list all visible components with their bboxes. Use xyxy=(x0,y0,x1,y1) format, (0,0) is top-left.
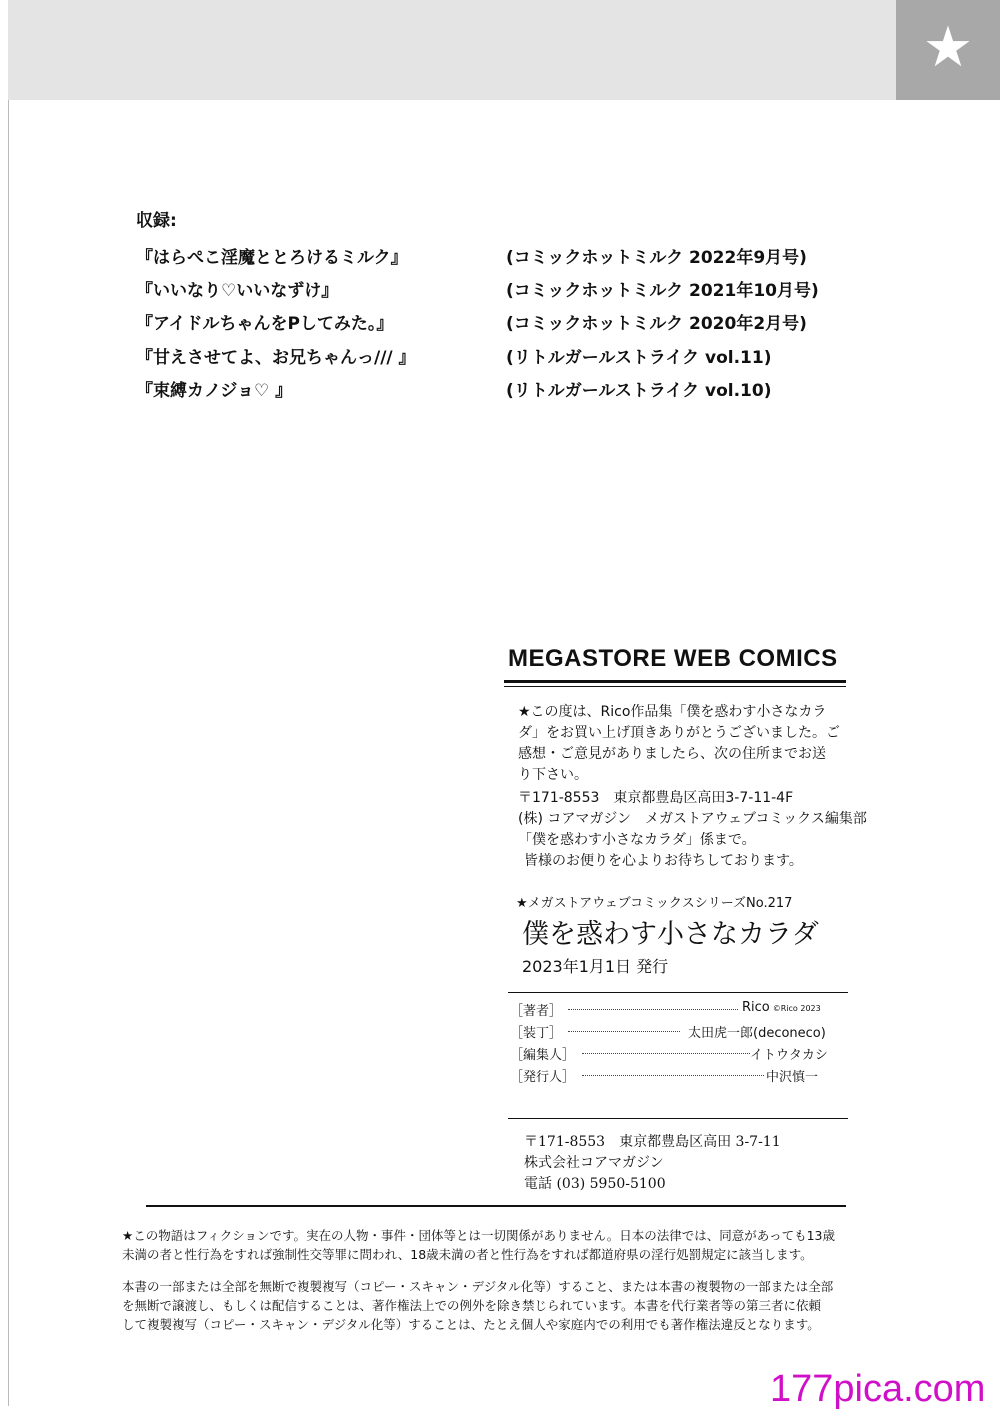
reader-message xyxy=(518,702,840,786)
book-title: 僕を惑わす小さなカラダ xyxy=(522,919,819,950)
credit-name: イトウタカシ xyxy=(750,1048,828,1063)
address-line: 「僕を惑わす小さなカラダ」係まで。 xyxy=(518,832,756,848)
header-band xyxy=(8,0,896,100)
watermark: 177pica.com xyxy=(770,1368,986,1410)
credit-row xyxy=(510,1022,830,1042)
credit-name xyxy=(742,1000,821,1015)
work-source: (コミックホットミルク 2020年2月号) xyxy=(506,314,807,334)
work-source: (コミックホットミルク 2022年9月号) xyxy=(506,248,807,268)
thanks-text: 皆様のお便りを心よりお待ちしております。 xyxy=(524,853,803,869)
credit-name-text: Rico xyxy=(742,1000,770,1015)
series-label: ★メガストアウェブコミックスシリーズNo.217 xyxy=(516,896,793,911)
address-line: 〒171-8553 東京都豊島区高田3-7-11-4F xyxy=(518,790,794,806)
divider xyxy=(508,992,848,993)
contents-heading: 収録: xyxy=(136,211,177,231)
message-line: り下さい。 xyxy=(518,767,588,783)
address-line: (株) コアマガジン メガストアウェブコミックス編集部 xyxy=(518,811,867,827)
publisher-line: 株式会社コアマガジン xyxy=(524,1155,664,1171)
copyright-notice xyxy=(122,1277,833,1334)
credit-name: 太田虎一郎(deconeco) xyxy=(688,1026,826,1041)
work-title: 『はらぺこ淫魔ととろけるミルク』 xyxy=(136,248,408,268)
credit-row xyxy=(510,1044,830,1064)
work-source: (コミックホットミルク 2021年10月号) xyxy=(506,281,819,301)
credit-row xyxy=(510,1000,830,1020)
publisher-line: 電話 (03) 5950-5100 xyxy=(524,1176,666,1192)
work-title: 『アイドルちゃんをPしてみた。』 xyxy=(136,314,394,334)
notice-line: を無断で譲渡し、もしくは配信することは、著作権法上での例外を除き禁じられています。本書を代行業者等の第三者に依頼 xyxy=(122,1298,822,1313)
divider xyxy=(508,1118,848,1119)
fiction-notice xyxy=(122,1226,835,1264)
notice-line: 本書の一部または全部を無断で複製複写（コピー・スキャン・デジタル化等）すること、または本書の複製物の一部または全部 xyxy=(122,1279,834,1294)
leader-dots xyxy=(568,1009,738,1010)
work-source: (リトルガールストライク vol.11) xyxy=(506,348,772,368)
publisher-address xyxy=(524,1132,781,1195)
divider xyxy=(146,1205,846,1207)
credit-role: ［著者］ xyxy=(510,1004,563,1019)
credit-name: 中沢慎一 xyxy=(766,1070,819,1085)
brand-rule xyxy=(504,686,846,687)
credit-row xyxy=(510,1066,830,1086)
work-title: 『いいなり♡いいなずけ』 xyxy=(136,281,339,301)
work-title: 『束縛カノジョ♡ 』 xyxy=(136,381,293,401)
notice-line: ★この物語はフィクションです。実在の人物・事件・団体等とは一切関係がありません。日本の法律では、同意があっても13歳 xyxy=(122,1228,835,1243)
leader-dots xyxy=(582,1053,750,1054)
leader-dots xyxy=(568,1031,680,1032)
work-title: 『甘えさせてよ、お兄ちゃんっ/// 』 xyxy=(136,348,416,368)
credit-role: ［発行人］ xyxy=(510,1070,576,1085)
page-edge-line xyxy=(8,100,9,1406)
header-star-box xyxy=(896,0,1000,100)
notice-line: して複製複写（コピー・スキャン・デジタル化等）することは、たとえ個人や家庭内での利用でも著作権法違反となります。 xyxy=(122,1317,820,1332)
credit-role: ［編集人］ xyxy=(510,1048,576,1063)
notice-line: 未満の者と性行為をすれば強制性交等罪に問われ、18歳未満の者と性行為をすれば都道府県の淫行処罰規定に該当します。 xyxy=(122,1247,813,1262)
star-icon: ★ xyxy=(922,15,974,80)
leader-dots xyxy=(582,1075,764,1076)
message-line: 感想・ご意見がありましたら、次の住所までお送 xyxy=(518,746,826,762)
publisher-line: 〒171-8553 東京都豊島区高田 3-7-11 xyxy=(524,1134,781,1150)
credit-role: ［装丁］ xyxy=(510,1026,563,1041)
brand-logo: MEGASTORE WEB COMICS xyxy=(508,645,838,672)
publication-date: 2023年1月1日 発行 xyxy=(522,957,669,976)
letter-address xyxy=(518,788,867,851)
message-line: ダ」をお買い上げ頂きありがとうございました。ご xyxy=(518,725,840,741)
copyright-mark: ©Rico 2023 xyxy=(772,1004,821,1013)
brand-rule xyxy=(504,680,846,683)
work-source: (リトルガールストライク vol.10) xyxy=(506,381,772,401)
message-line: ★この度は、Rico作品集「僕を惑わす小さなカラ xyxy=(518,704,827,720)
